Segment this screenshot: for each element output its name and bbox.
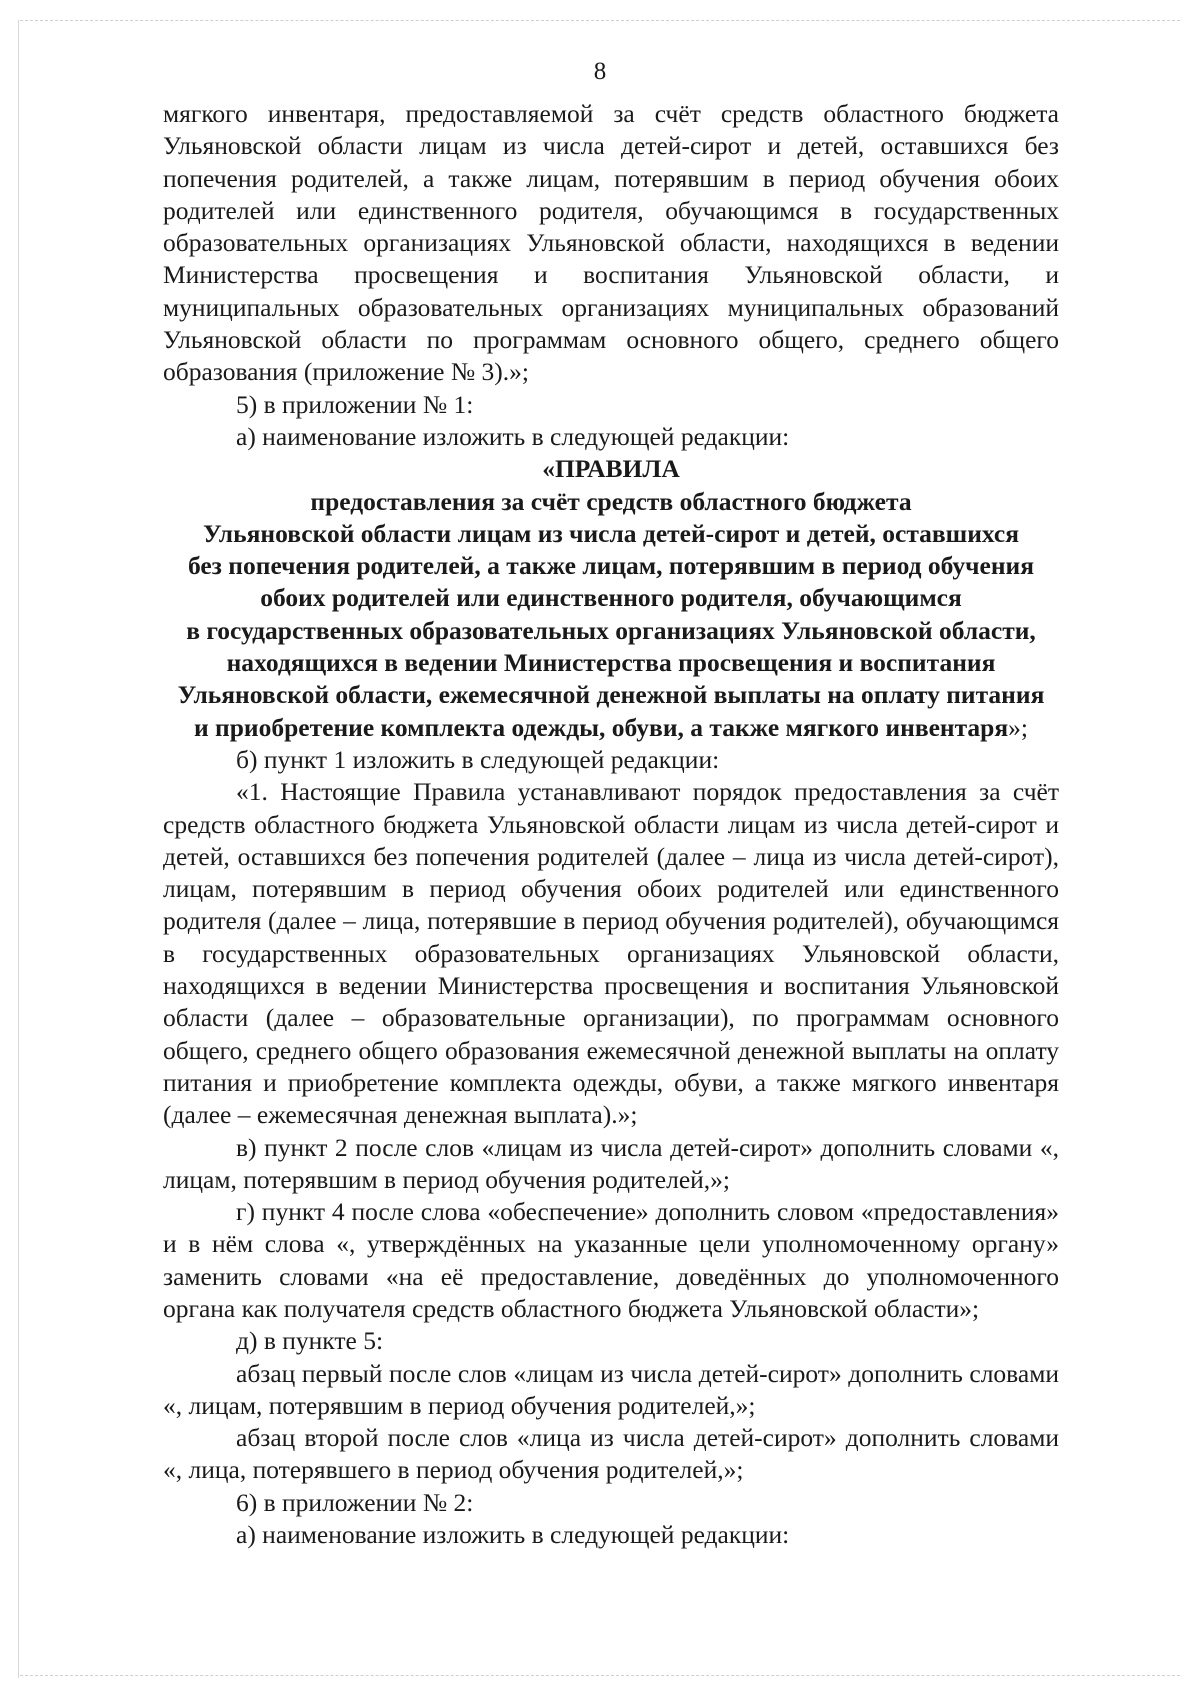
- page-number: 8: [593, 58, 607, 85]
- document-body: [163, 98, 1059, 1551]
- heading-line: Ульяновской области, ежемесячной денежной выплаты на оплату питания: [177, 680, 1045, 710]
- item-6: 6) в приложении № 2:: [236, 1487, 474, 1517]
- heading-last-tail: »;: [1008, 712, 1029, 742]
- heading-line: без попечения родителей, а также лицам, потерявшим в период обучения: [187, 551, 1035, 581]
- rules-heading: [163, 453, 1059, 744]
- item-5v: в) пункт 2 после слов «лицам из числа детей-сирот» дополнить словами «, лицам, потерявшим в период обучения родителей,»;: [163, 1132, 1059, 1194]
- scan-edge-left: [18, 20, 19, 1678]
- paragraph-abz2: абзац второй после слов «лица из числа детей-сирот» дополнить словами «, лица, потерявшего в период обучения родителей,»;: [163, 1423, 1059, 1485]
- heading-last-bold: и приобретение комплекта одежды, обуви, а также мягкого инвентаря: [193, 712, 1009, 742]
- heading-line: обоих родителей или единственного родителя, обучающимся: [260, 583, 962, 613]
- scan-edge-top: [20, 20, 1180, 21]
- heading-line: в государственных образовательных организациях Ульяновской области,: [186, 615, 1036, 645]
- heading-line: «ПРАВИЛА: [542, 454, 680, 484]
- item-5b: б) пункт 1 изложить в следующей редакции:: [236, 744, 720, 774]
- paragraph-intro: мягкого инвентаря, предоставляемой за счёт средств областного бюджета Ульяновской области лицам из числа детей-сирот и детей, оставшихся без попечения родителей, а также лицам, потерявшим в период обучения обоих родителей или единственного родителя, обучающимся в государственных образовательных организациях Ульяновской области, находящихся в ведении Министерства просвещения и воспитания Ульяновской области, и муниципальных образовательных организациях муниципальных образований Ульяновской области по программам основного общего, среднего общего образования (приложение № 3).»;: [163, 99, 1059, 387]
- item-5d: д) в пункте 5:: [236, 1326, 384, 1356]
- point-1-text: «1. Настоящие Правила устанавливают порядок предоставления за счёт средств областного бюджета Ульяновской области лицам из числа детей-сирот и детей, оставшихся без попечения родителей (далее – лица из числа детей-сирот), лицам, потерявшим в период обучения обоих родителей или единственного родителя (далее – лица, потерявшие в период обучения родителей), обучающимся в государственных образовательных организациях Ульяновской области, находящихся в ведении Министерства просвещения и воспитания Ульяновской области (далее – образовательные организации), по программам основного общего, среднего общего образования ежемесячной денежной выплаты на оплату питания и приобретение комплекта одежды, обуви, а также мягкого инвентаря (далее – ежемесячная денежная выплата).»;: [163, 777, 1059, 1130]
- item-5: 5) в приложении № 1:: [236, 389, 474, 419]
- heading-line: находящихся в ведении Министерства просвещения и воспитания: [226, 648, 996, 678]
- item-6a: а) наименование изложить в следующей редакции:: [236, 1520, 790, 1550]
- paragraph-abz1: абзац первый после слов «лицам из числа детей-сирот» дополнить словами «, лицам, потерявшим в период обучения родителей,»;: [163, 1358, 1059, 1420]
- scan-edge-bottom: [20, 1675, 1180, 1676]
- heading-line: предоставления за счёт средств областного бюджета: [310, 486, 912, 516]
- heading-line: Ульяновской области лицам из числа детей-сирот и детей, оставшихся: [202, 518, 1020, 548]
- item-5a: а) наименование изложить в следующей редакции:: [236, 421, 790, 451]
- item-5g: г) пункт 4 после слова «обеспечение» дополнить словом «предоставления» и в нём слова «, утверждённых на указанные цели уполномоченному органу» заменить словами «на её предоставление, доведённых до уполномоченного органа как получателя средств областного бюджета Ульяновской области»;: [163, 1197, 1059, 1323]
- heading-line-last: [163, 712, 1059, 744]
